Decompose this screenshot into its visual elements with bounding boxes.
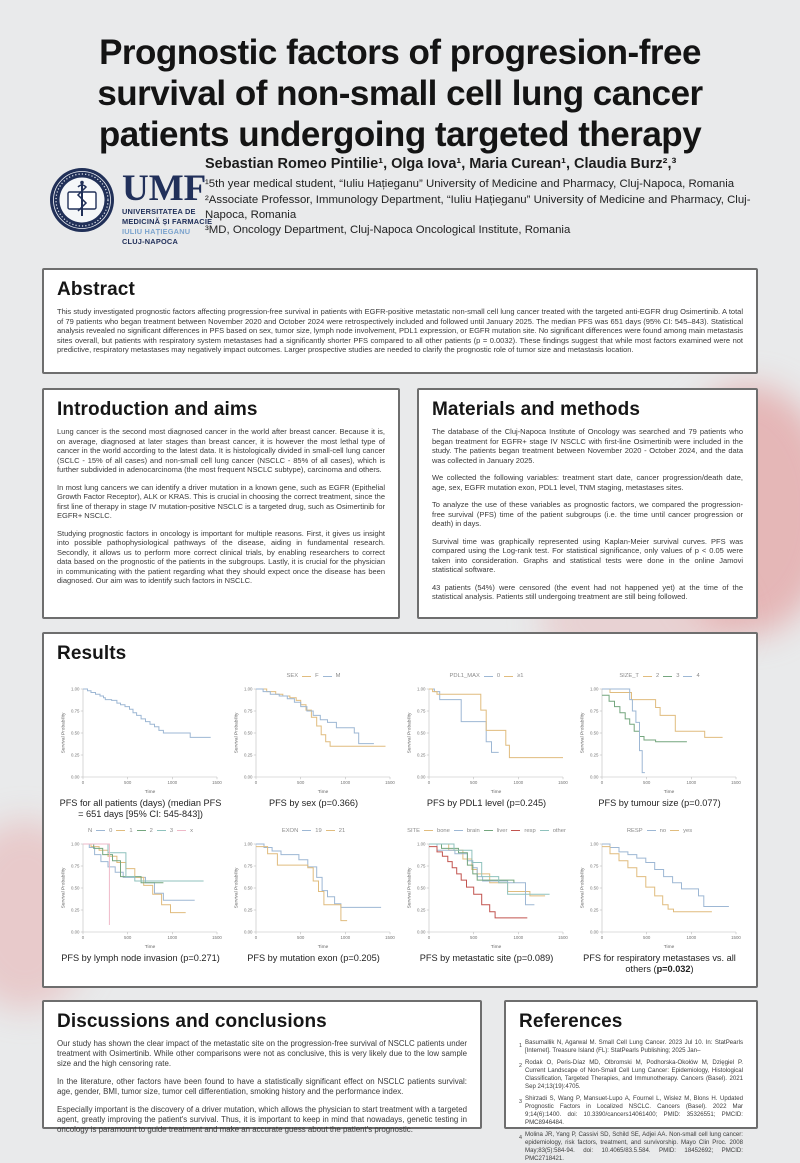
svg-text:Survival Probability: Survival Probability <box>234 712 239 754</box>
svg-text:0.25: 0.25 <box>243 907 252 913</box>
km-plot <box>231 836 397 952</box>
svg-text:0.00: 0.00 <box>70 929 79 935</box>
umf-name-line2: MEDICINĂ ȘI FARMACIE <box>122 216 213 226</box>
svg-text:Time: Time <box>144 944 155 950</box>
affiliation-1: ¹5th year medical student, “Iuliu Hațieganu” University of Medicine and Pharmacy, Cluj-Napoca, Romania <box>205 178 735 190</box>
km-pdl1 <box>403 671 570 820</box>
affiliation-2: ²Associate Professor, Immunology Department, “Iuliu Hațieganu” University of Medicine and Pharmacy, Cluj-Napoca, Romania <box>205 193 751 221</box>
svg-text:1000: 1000 <box>685 934 696 940</box>
methods-section <box>417 388 758 619</box>
km-plot <box>404 836 570 952</box>
svg-text:0.50: 0.50 <box>589 730 598 736</box>
svg-text:0.25: 0.25 <box>70 907 79 913</box>
svg-text:Time: Time <box>663 944 674 950</box>
km-all-patients <box>57 671 224 820</box>
km-lymph-node <box>57 826 224 975</box>
km-respiratory-vs-others <box>576 826 743 975</box>
svg-text:0.75: 0.75 <box>243 708 252 714</box>
umf-acronym: UMF <box>122 168 207 209</box>
svg-text:1.00: 1.00 <box>243 841 252 847</box>
introduction-section <box>42 388 400 619</box>
svg-text:0.50: 0.50 <box>416 885 425 891</box>
results-heading: Results <box>57 643 127 664</box>
chart-caption: PFS for respiratory metastases vs. all others (p=0.032) <box>583 952 736 974</box>
svg-text:1000: 1000 <box>339 780 350 785</box>
methods-paragraph-1: The database of the Cluj-Napoca Institute of Oncology was searched and 79 patients who began treatment for EGFR+ stage IV NSCLC with first-line Osimertinib were included in the study. The patients began treatment between November 2020 - October 2024, and the data was collected in January 2025. <box>432 427 743 465</box>
chart-caption: PFS by mutation exon (p=0.205) <box>247 952 380 963</box>
university-seal-icon <box>48 166 116 239</box>
svg-text:Time: Time <box>317 790 328 795</box>
chart-caption: PFS for all patients (days) (median PFS = 651 days [95% CI: 545-843]) <box>59 798 222 819</box>
umf-name-line3: IULIU HAȚIEGANU <box>122 226 191 236</box>
svg-text:1.00: 1.00 <box>589 841 598 847</box>
introduction-heading: Introduction and aims <box>57 399 258 420</box>
chart-legend: EXON 19 21 <box>281 827 346 834</box>
chart-legend: PDL1_MAX 0 ≥1 <box>449 673 524 679</box>
svg-text:Survival Probability: Survival Probability <box>580 712 585 754</box>
svg-text:Time: Time <box>317 944 328 950</box>
chart-legend: SEX F M <box>286 673 341 679</box>
svg-text:0.00: 0.00 <box>70 774 79 780</box>
svg-text:1.00: 1.00 <box>416 841 425 847</box>
introduction-paragraph-2: In most lung cancers we can identify a driver mutation in a known gene, such as EGFR (Epithelial Growth Factor Receptor), ALK or KRAS. This is crucial in choosing the correct treatment, since the first line of therapy in stage IV mutation-positive NSCLC is a targeted drug, such as Osimertinib for EGFR+ NSCLC. <box>57 482 385 521</box>
introduction-paragraph-1: Lung cancer is the second most diagnosed cancer in the world after breast cancer. Because it is, on average, diagnosed at later stages than breast cancer, it is however the most lethal type of cancer in the world according to the latest data. It is histologically divided in small-cell lung cancer (SCLC - 15% of all cases) and non-small cell lung cancer (NSCLC - 85% of all cases), which is further subdivided in adenocarcinoma (the most frequent NSCLC subtype), carcinoma and others. <box>57 427 385 475</box>
chart-legend: SITE bone brain liver resp other <box>407 827 566 834</box>
svg-text:Time: Time <box>490 790 501 795</box>
svg-text:1500: 1500 <box>211 780 222 785</box>
svg-text:500: 500 <box>469 934 477 940</box>
discussions-paragraph-1: Our study has shown the clear impact of the metastatic site on the progression-free survival of NSCLC patients under treatment with Osimertinib. While other comparisons were not as conclusive, this is very likely due to the low sample size and the high censoring rate. <box>57 1039 467 1069</box>
abstract-section <box>42 268 758 374</box>
svg-text:1500: 1500 <box>384 780 395 785</box>
umf-wordmark <box>122 170 212 247</box>
km-plot <box>404 681 570 797</box>
svg-text:0.25: 0.25 <box>589 907 598 913</box>
svg-text:Survival Probability: Survival Probability <box>234 867 239 909</box>
svg-text:0.25: 0.25 <box>243 752 252 758</box>
svg-text:0.50: 0.50 <box>70 885 79 891</box>
svg-text:Survival Probability: Survival Probability <box>580 867 585 909</box>
km-metastatic-site <box>403 826 570 975</box>
svg-text:500: 500 <box>642 780 650 785</box>
svg-text:500: 500 <box>642 934 650 940</box>
km-plot <box>58 681 224 797</box>
svg-text:0: 0 <box>600 780 603 785</box>
svg-text:500: 500 <box>296 934 304 940</box>
affiliations <box>205 177 770 239</box>
svg-text:0: 0 <box>600 934 603 940</box>
methods-paragraph-3: To analyze the use of these variables as prognostic factors, we compared the progression-free survival (PFS) time of the patient subgroups (i.e. the time until cancer progression or death) in days. <box>432 500 743 529</box>
discussions-heading: Discussions and conclusions <box>57 1011 327 1032</box>
km-sex <box>230 671 397 820</box>
chart-legend: SIZE_T 2 3 4 <box>619 673 700 679</box>
svg-text:1500: 1500 <box>730 934 741 940</box>
discussions-paragraph-2: In the literature, other factors have been found to have a statistically significant effect on NSCLC patients survival: age, gender, BMI, tumor size, tumor cell differentiation, smoking history and the performance index. <box>57 1077 467 1097</box>
svg-text:0: 0 <box>427 934 430 940</box>
affiliation-3: ³MD, Oncology Department, Cluj-Napoca Oncological Institute, Romania <box>205 224 571 237</box>
svg-text:500: 500 <box>123 780 131 785</box>
svg-text:0.25: 0.25 <box>416 752 425 758</box>
svg-text:Time: Time <box>663 790 674 795</box>
km-plot <box>231 681 397 797</box>
svg-text:0.25: 0.25 <box>416 907 425 913</box>
km-plot <box>577 836 743 952</box>
methods-paragraph-5: 43 patients (54%) were censored (the event had not happened yet) at the time of the statistical analysis. Patients still undergoing treatment are still being followed. <box>432 582 743 602</box>
reference-item: 3 Shirzadi S, Wang P, Mansuet-Lupo A, Fournel L, Wislez M, Blons H. Updated Prognostic Factors in Localized NSCLC. Cancers (Basel). 2022 Mar 9;14(6):1400. doi: 10.3390/cancers14061400; PMID: 35326551; PMCID: PMC8946484. <box>519 1095 743 1127</box>
svg-text:0.75: 0.75 <box>70 708 79 714</box>
poster-title <box>0 33 800 156</box>
svg-text:0.00: 0.00 <box>589 774 598 780</box>
svg-text:0.75: 0.75 <box>589 708 598 714</box>
svg-text:0.75: 0.75 <box>416 708 425 714</box>
svg-text:1000: 1000 <box>166 934 177 940</box>
chart-caption: PFS by PDL1 level (p=0.245) <box>426 798 547 808</box>
authors-line: Sebastian Romeo Pintilie¹, Olga Iova¹, Maria Curean¹, Claudia Burz²,³ <box>205 156 677 172</box>
svg-text:1000: 1000 <box>339 934 350 940</box>
chart-caption: PFS by metastatic site (p=0.089) <box>419 952 554 963</box>
svg-text:1000: 1000 <box>166 780 177 785</box>
svg-text:0.00: 0.00 <box>243 929 252 935</box>
svg-text:1500: 1500 <box>557 780 568 785</box>
discussions-paragraph-3: Especially important is the discovery of a driver mutation, which allows the physician to start treatment with a targeted agent, greatly improving the patient's survival. Thus, it is important to keep in mind that nowadays, genetic testing in oncology is paramount to guide treatment and make an accurate guess about the patient's prognostic. <box>57 1105 467 1135</box>
umf-name-line4: CLUJ-NAPOCA <box>122 236 178 246</box>
km-tumour-size <box>576 671 743 820</box>
umf-name-line1: UNIVERSITATEA DE <box>122 207 196 216</box>
km-plot <box>577 681 743 797</box>
svg-text:500: 500 <box>469 780 477 785</box>
references-list <box>519 1039 743 1163</box>
svg-text:500: 500 <box>296 780 304 785</box>
svg-text:0: 0 <box>427 780 430 785</box>
svg-text:0.50: 0.50 <box>243 730 252 736</box>
svg-text:1000: 1000 <box>512 780 523 785</box>
svg-text:0: 0 <box>254 934 257 940</box>
svg-text:0.00: 0.00 <box>416 929 425 935</box>
svg-text:1.00: 1.00 <box>243 686 252 692</box>
title-line-2: survival of non-small cell lung cancer <box>97 74 703 114</box>
svg-text:0.25: 0.25 <box>70 752 79 758</box>
svg-text:0.50: 0.50 <box>243 885 252 891</box>
svg-text:Survival Probability: Survival Probability <box>61 867 66 909</box>
chart-caption: PFS by lymph node invasion (p=0.271) <box>61 952 220 963</box>
methods-heading: Materials and methods <box>432 399 640 420</box>
svg-text:Time: Time <box>144 790 155 795</box>
svg-text:0.50: 0.50 <box>70 730 79 736</box>
svg-text:Survival Probability: Survival Probability <box>407 867 412 909</box>
reference-item: 4 Molina JR, Yang P, Cassivi SD, Schild SE, Adjei AA. Non-small cell lung cancer: epidemiology, risk factors, treatment, and survivorship. Mayo Clin Proc. 2008 May;83(5):584-94. doi: 10.4065/83.5.584. PMID: 18452692; PMCID: PMC2718421. <box>519 1131 743 1163</box>
svg-text:Survival Probability: Survival Probability <box>407 712 412 754</box>
svg-text:1.00: 1.00 <box>70 686 79 692</box>
svg-text:Survival Probability: Survival Probability <box>61 712 66 754</box>
svg-text:0: 0 <box>81 934 84 940</box>
chart-legend: N 0 1 2 3 x <box>87 827 194 834</box>
title-line-1: Prognostic factors of progresion-free <box>99 33 701 73</box>
svg-text:0.00: 0.00 <box>416 774 425 780</box>
chart-caption: PFS by sex (p=0.366) <box>268 798 359 808</box>
svg-text:1000: 1000 <box>512 934 523 940</box>
reference-item: 2 Rodak O, Peris-Díaz MD, Olbromski M, Podhorska-Okołów M, Dzięgiel P. Current Landscape of Non-Small Cell Lung Cancer: Epidemiology, Histological Classification, Targeted Therapies, and Immunotherapy. Cancers (Basel). 2021 Sep 24;13(19):4705. <box>519 1059 743 1091</box>
chart-legend: RESP no yes <box>626 827 693 834</box>
svg-text:0.75: 0.75 <box>70 863 79 869</box>
svg-text:1.00: 1.00 <box>589 686 598 692</box>
svg-text:0.75: 0.75 <box>416 863 425 869</box>
results-section <box>42 632 758 988</box>
svg-text:1000: 1000 <box>685 780 696 785</box>
discussions-section <box>42 1000 482 1135</box>
results-charts-grid <box>57 671 743 974</box>
svg-text:1500: 1500 <box>730 780 741 785</box>
methods-paragraph-4: Survival time was graphically represented using Kaplan-Meier survival curves. PFS was compared using the Log-rank test. For statistical significance, only values of p < 0.05 were taken into consideration. Graphs and statistical tests were done in the online Jamovi statistical software. <box>432 536 743 575</box>
methods-paragraph-2: We collected the following variables: treatment start date, cancer progression/death date, age, sex, EGFR mutation exon, PDL1 level, TNM staging, metastases sites. <box>432 473 743 492</box>
abstract-body: This study investigated prognostic factors affecting progression-free survival in patients with EGFR-positive metastatic non-small cell lung cancer treated with the targeted anti-EGFR drug Osimertinib. A total of 79 patients who began treatment between November 2020 and October 2024 were retrospectively included and followed until January 2025. The median PFS was 651 days (95% CI: 545–843). Statistical analysis revealed no significant differences in PFS based on sex, tumor size, lymph node involvement, PDL1 expression, or EGFR mutation site. No significant differences were found among main metastasis sites overall, but patients with respiratory system metastases had a significantly shorter PFS compared to all other patients (p = 0.0032). These findings suggest that while most factors examined were not predictive, respiratory metastases may negatively impact outcomes. Larger prospective studies are needed to clarify the prognostic role of tumor size and metastasis location. <box>57 307 743 355</box>
title-line-3: patients undergoing targeted therapy <box>98 115 702 155</box>
svg-text:500: 500 <box>123 934 131 940</box>
svg-text:1500: 1500 <box>384 934 395 940</box>
references-section <box>504 1000 758 1163</box>
svg-text:1.00: 1.00 <box>416 686 425 692</box>
svg-text:0: 0 <box>81 780 84 785</box>
svg-text:1500: 1500 <box>557 934 568 940</box>
svg-text:0.00: 0.00 <box>243 774 252 780</box>
abstract-heading: Abstract <box>57 279 135 300</box>
svg-text:0.00: 0.00 <box>589 929 598 935</box>
introduction-paragraph-3: Studying prognostic factors in oncology is important for multiple reasons. First, it gives us insight into possible pathophysiological pathways of the disease, aiding in fundamental research. Secondly, it allows us to perform more correct clinical trials, by enabling researchers to correct data based on the prognostic of the patients in the subgroups. Lastly, it is crucial for the physician in communicating with the patient regarding what they should expect once the disease has been diagnosed. Our aim was to identify such factors in NSCLC. <box>57 528 385 586</box>
references-heading: References <box>519 1011 623 1032</box>
km-plot <box>58 836 224 952</box>
svg-text:0.50: 0.50 <box>589 885 598 891</box>
svg-text:0.50: 0.50 <box>416 730 425 736</box>
svg-text:0.25: 0.25 <box>589 752 598 758</box>
svg-text:0.75: 0.75 <box>589 863 598 869</box>
km-mutation-exon <box>230 826 397 975</box>
svg-text:0.75: 0.75 <box>243 863 252 869</box>
svg-text:Time: Time <box>490 944 501 950</box>
svg-text:1.00: 1.00 <box>70 841 79 847</box>
svg-text:1500: 1500 <box>211 934 222 940</box>
svg-text:0: 0 <box>254 780 257 785</box>
chart-caption: PFS by tumour size (p=0.077) <box>598 798 721 808</box>
reference-item: 1 Basumallik N, Agarwal M. Small Cell Lung Cancer. 2023 Jul 10. In: StatPearls [Internet]. Treasure Island (FL): StatPearls Publishing; 2025 Jan– <box>519 1039 743 1055</box>
